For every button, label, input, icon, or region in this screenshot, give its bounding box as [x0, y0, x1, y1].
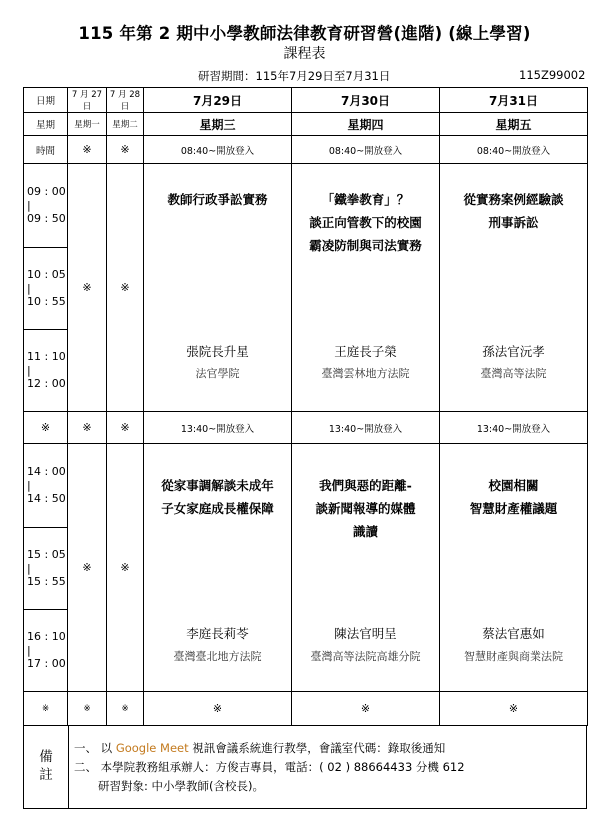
lesson-organization: 智慧財產與商業法院: [464, 650, 563, 663]
mark-cell: ※: [292, 692, 440, 726]
lesson-speaker: 李庭長莉苓: [186, 626, 249, 641]
weekday-cell: 星期四: [292, 113, 440, 136]
lesson-speaker: 張院長升星: [186, 344, 249, 359]
mark-cell: ※: [107, 164, 144, 412]
mark-cell: ※: [24, 412, 68, 444]
mark-cell: ※: [107, 412, 144, 444]
notes-label: 備 註: [24, 726, 69, 808]
lesson-speaker: 王庭長子榮: [334, 344, 397, 359]
weekday-label: 星期: [24, 113, 68, 136]
login-open-cell: 08:40~開放登入: [292, 136, 440, 164]
date-label: 日期: [24, 88, 68, 113]
page-title: 115 年第 2 期中小學教師法律教育研習營(進階) (線上學習): [78, 24, 531, 43]
schedule-table: [23, 87, 588, 726]
afternoon-open-row: [24, 412, 588, 444]
lesson-topic: 教師行政爭訟實務: [167, 192, 268, 207]
lesson-topic: 「鐵拳教育」？ 談正向管教下的校園 霸凌防制與司法實務: [309, 192, 422, 253]
mark-cell: ※: [144, 692, 292, 726]
note-line-2: 二、 本學院教務組承辦人：方俊吉專員，電話：( 02 ) 88664433 分機 612: [74, 760, 465, 774]
time-slot: 15 : 05 | 15 : 55: [24, 528, 68, 610]
mark-cell: ※: [440, 692, 588, 726]
time-slot: 14 : 00 | 14 : 50: [24, 444, 68, 528]
weekday-cell: 星期五: [440, 113, 588, 136]
lesson-cell: [440, 444, 588, 692]
time-slot: 10 : 05 | 10 : 55: [24, 248, 68, 330]
weekday-cell: 星期二: [107, 113, 144, 136]
lesson-topic: 從家事調解談未成年 子女家庭成長權保障: [161, 478, 274, 516]
afternoon-slot-row: [24, 444, 588, 528]
closing-row: [24, 692, 588, 726]
google-meet-highlight: Google Meet: [115, 741, 189, 755]
lesson-topic: 我們與惡的距離- 談新聞報導的媒體 識讀: [315, 478, 416, 539]
lesson-cell: [440, 164, 588, 412]
training-period: 研習期間：115年7月29日至7月31日: [198, 69, 391, 83]
time-label: 時間: [24, 136, 68, 164]
login-open-cell: 13:40~開放登入: [144, 412, 292, 444]
lesson-topic: 校園相關 智慧財產權議題: [469, 478, 558, 516]
lesson-organization: 臺灣臺北地方法院: [173, 650, 262, 663]
morning-open-row: [24, 136, 588, 164]
lesson-cell: [144, 164, 292, 412]
notes-box: [23, 725, 587, 809]
lesson-cell: [144, 444, 292, 692]
login-open-cell: 13:40~開放登入: [440, 412, 588, 444]
date-cell: 7 月 28 日: [107, 88, 144, 113]
date-cell: 7 月 27 日: [68, 88, 107, 113]
date-row: [24, 88, 588, 113]
lesson-cell: [292, 444, 440, 692]
mark-cell: ※: [68, 412, 107, 444]
course-code: 115Z99002: [519, 68, 586, 82]
mark-cell: ※: [107, 136, 144, 164]
lesson-speaker: 蔡法官惠如: [482, 626, 545, 641]
mark-cell: ※: [107, 692, 144, 726]
mark-cell: ※: [68, 444, 107, 692]
lesson-cell: [292, 164, 440, 412]
mark-cell: ※: [68, 136, 107, 164]
note-line-3: 研習對象: 中小學教師(含校長)。: [98, 779, 265, 793]
weekday-cell: 星期一: [68, 113, 107, 136]
lesson-organization: 法官學院: [195, 367, 240, 380]
lesson-speaker: 陳法官明呈: [334, 626, 397, 641]
time-slot: 11 : 10 | 12 : 00: [24, 330, 68, 412]
lesson-speaker: 孫法官沅孝: [482, 344, 545, 359]
page-subtitle: 課程表: [283, 46, 326, 62]
lesson-topic: 從實務案例經驗談 刑事訴訟: [463, 192, 564, 230]
login-open-cell: 08:40~開放登入: [144, 136, 292, 164]
mark-cell: ※: [24, 692, 68, 726]
time-slot: 09 : 00 | 09 : 50: [24, 164, 68, 248]
lesson-organization: 臺灣高等法院高雄分院: [310, 650, 421, 663]
date-cell: 7月29日: [144, 88, 292, 113]
date-cell: 7月31日: [440, 88, 588, 113]
mark-cell: ※: [68, 692, 107, 726]
note-line-1: 一、 以 Google Meet 視訊會議系統進行教學，會議室代碼：錄取後通知: [74, 741, 446, 755]
lesson-organization: 臺灣高等法院: [480, 367, 547, 380]
lesson-organization: 臺灣雲林地方法院: [321, 367, 410, 380]
mark-cell: ※: [107, 444, 144, 692]
mark-cell: ※: [68, 164, 107, 412]
login-open-cell: 13:40~開放登入: [292, 412, 440, 444]
time-slot: 16 : 10 | 17 : 00: [24, 610, 68, 692]
morning-slot-row: [24, 164, 588, 248]
weekday-cell: 星期三: [144, 113, 292, 136]
date-cell: 7月30日: [292, 88, 440, 113]
login-open-cell: 08:40~開放登入: [440, 136, 588, 164]
weekday-row: [24, 113, 588, 136]
